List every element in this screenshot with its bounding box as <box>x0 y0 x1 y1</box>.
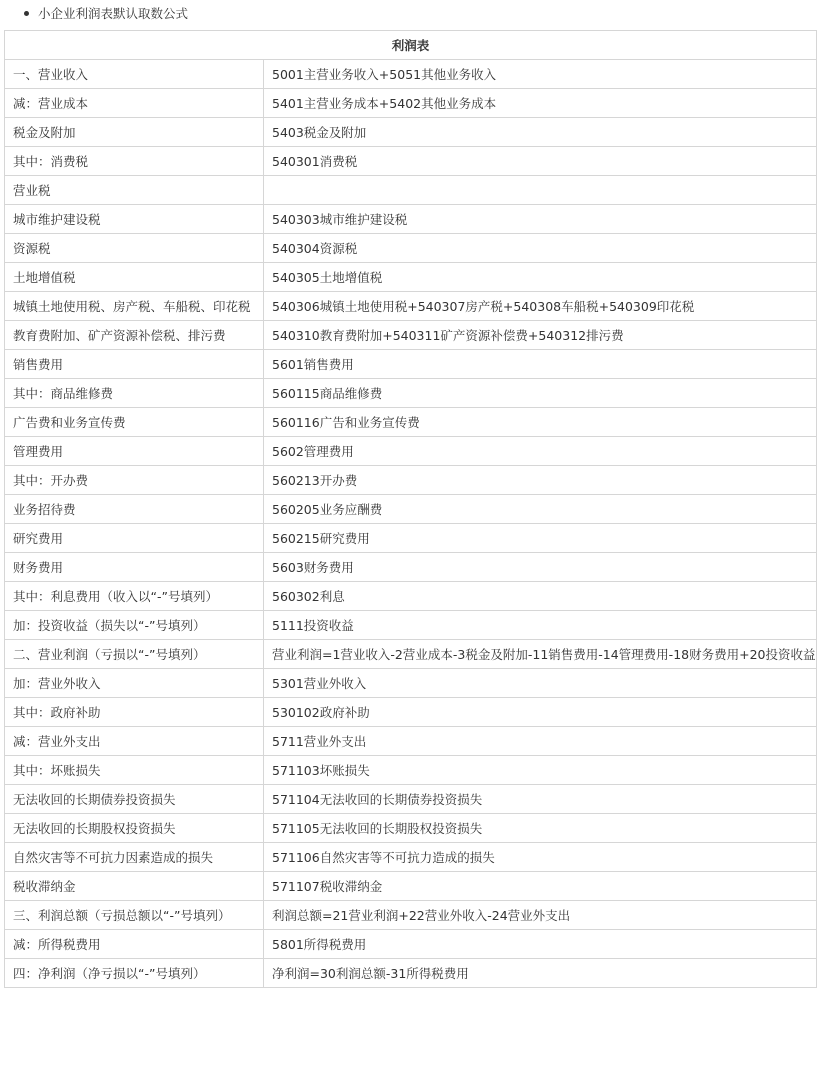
row-item-cell: 减：营业成本 <box>5 89 264 118</box>
table-row <box>5 872 817 901</box>
row-formula-cell: 540304资源税 <box>264 234 817 263</box>
row-formula-cell: 571103坏账损失 <box>264 756 817 785</box>
table-row <box>5 930 817 959</box>
row-item-cell: 自然灾害等不可抗力因素造成的损失 <box>5 843 264 872</box>
row-formula-cell: 净利润=30利润总额-31所得税费用 <box>264 959 817 988</box>
row-formula-cell: 营业利润=1营业收入-2营业成本-3税金及附加-11销售费用-14管理费用-18财务费用+20投资收益 <box>264 640 817 669</box>
row-formula-cell: 5301营业外收入 <box>264 669 817 698</box>
table-row <box>5 756 817 785</box>
row-formula-cell: 5001主营业务收入+5051其他业务收入 <box>264 60 817 89</box>
table-title: 利润表 <box>5 31 817 60</box>
row-item-cell: 减：营业外支出 <box>5 727 264 756</box>
row-item-cell: 土地增值税 <box>5 263 264 292</box>
table-row <box>5 466 817 495</box>
table-row <box>5 698 817 727</box>
row-item-cell: 销售费用 <box>5 350 264 379</box>
bullet-text: 小企业利润表默认取数公式 <box>38 6 189 21</box>
row-formula-cell: 5401主营业务成本+5402其他业务成本 <box>264 89 817 118</box>
table-row <box>5 437 817 466</box>
table-row <box>5 669 817 698</box>
row-item-cell: 无法收回的长期债券投资损失 <box>5 785 264 814</box>
row-item-cell: 其中：利息费用（收入以“-”号填列） <box>5 582 264 611</box>
table-row <box>5 263 817 292</box>
table-body <box>5 60 817 988</box>
table-row <box>5 843 817 872</box>
table-row <box>5 495 817 524</box>
bullet-item <box>22 4 188 24</box>
row-formula-cell: 5601销售费用 <box>264 350 817 379</box>
row-item-cell: 二、营业利润（亏损以“-”号填列） <box>5 640 264 669</box>
row-item-cell: 一、营业收入 <box>5 60 264 89</box>
row-formula-cell: 540303城市维护建设税 <box>264 205 817 234</box>
row-item-cell: 其中：坏账损失 <box>5 756 264 785</box>
row-formula-cell: 5603财务费用 <box>264 553 817 582</box>
row-formula-cell: 571104无法收回的长期债券投资损失 <box>264 785 817 814</box>
profit-table <box>4 30 817 988</box>
row-formula-cell: 5711营业外支出 <box>264 727 817 756</box>
row-item-cell: 加：投资收益（损失以“-”号填列） <box>5 611 264 640</box>
table-row <box>5 814 817 843</box>
row-item-cell: 税金及附加 <box>5 118 264 147</box>
table-row <box>5 611 817 640</box>
table-row <box>5 553 817 582</box>
row-item-cell: 无法收回的长期股权投资损失 <box>5 814 264 843</box>
row-formula-cell: 5602管理费用 <box>264 437 817 466</box>
row-item-cell: 其中：开办费 <box>5 466 264 495</box>
table-row <box>5 321 817 350</box>
table-row <box>5 582 817 611</box>
table-row <box>5 408 817 437</box>
table-row <box>5 901 817 930</box>
row-formula-cell: 540305土地增值税 <box>264 263 817 292</box>
row-formula-cell: 560115商品维修费 <box>264 379 817 408</box>
row-item-cell: 广告费和业务宣传费 <box>5 408 264 437</box>
row-formula-cell: 560116广告和业务宣传费 <box>264 408 817 437</box>
table-row <box>5 959 817 988</box>
table-row <box>5 350 817 379</box>
row-item-cell: 三、利润总额（亏损总额以“-”号填列） <box>5 901 264 930</box>
row-item-cell: 财务费用 <box>5 553 264 582</box>
row-formula-cell: 530102政府补助 <box>264 698 817 727</box>
table-header-row <box>5 31 817 60</box>
row-formula-cell: 571105无法收回的长期股权投资损失 <box>264 814 817 843</box>
row-item-cell: 教育费附加、矿产资源补偿税、排污费 <box>5 321 264 350</box>
row-item-cell: 其中：商品维修费 <box>5 379 264 408</box>
row-formula-cell: 560302利息 <box>264 582 817 611</box>
table-row <box>5 205 817 234</box>
table-row <box>5 785 817 814</box>
row-item-cell: 业务招待费 <box>5 495 264 524</box>
row-item-cell: 城市维护建设税 <box>5 205 264 234</box>
table-row <box>5 234 817 263</box>
row-formula-cell: 5403税金及附加 <box>264 118 817 147</box>
row-item-cell: 其中：消费税 <box>5 147 264 176</box>
row-item-cell: 税收滞纳金 <box>5 872 264 901</box>
bullet-dot-icon <box>24 11 29 16</box>
row-formula-cell <box>264 176 817 205</box>
row-formula-cell: 560215研究费用 <box>264 524 817 553</box>
table-row <box>5 118 817 147</box>
row-item-cell: 加：营业外收入 <box>5 669 264 698</box>
row-formula-cell: 540306城镇土地使用税+540307房产税+540308车船税+540309印花税 <box>264 292 817 321</box>
row-formula-cell: 560213开办费 <box>264 466 817 495</box>
row-formula-cell: 571106自然灾害等不可抗力造成的损失 <box>264 843 817 872</box>
table-row <box>5 640 817 669</box>
row-item-cell: 城镇土地使用税、房产税、车船税、印花税 <box>5 292 264 321</box>
table-row <box>5 176 817 205</box>
row-item-cell: 管理费用 <box>5 437 264 466</box>
row-formula-cell: 5801所得税费用 <box>264 930 817 959</box>
row-item-cell: 资源税 <box>5 234 264 263</box>
table-row <box>5 292 817 321</box>
bullet-list <box>22 4 188 24</box>
row-formula-cell: 540310教育费附加+540311矿产资源补偿费+540312排污费 <box>264 321 817 350</box>
row-item-cell: 营业税 <box>5 176 264 205</box>
row-formula-cell: 540301消费税 <box>264 147 817 176</box>
row-formula-cell: 5111投资收益 <box>264 611 817 640</box>
table-row <box>5 524 817 553</box>
row-formula-cell: 560205业务应酬费 <box>264 495 817 524</box>
table-row <box>5 727 817 756</box>
table-row <box>5 379 817 408</box>
row-formula-cell: 利润总额=21营业利润+22营业外收入-24营业外支出 <box>264 901 817 930</box>
row-item-cell: 研究费用 <box>5 524 264 553</box>
row-item-cell: 减：所得税费用 <box>5 930 264 959</box>
row-item-cell: 四：净利润（净亏损以“-”号填列） <box>5 959 264 988</box>
table-row <box>5 60 817 89</box>
table-row <box>5 147 817 176</box>
row-item-cell: 其中：政府补助 <box>5 698 264 727</box>
table-row <box>5 89 817 118</box>
row-formula-cell: 571107税收滞纳金 <box>264 872 817 901</box>
